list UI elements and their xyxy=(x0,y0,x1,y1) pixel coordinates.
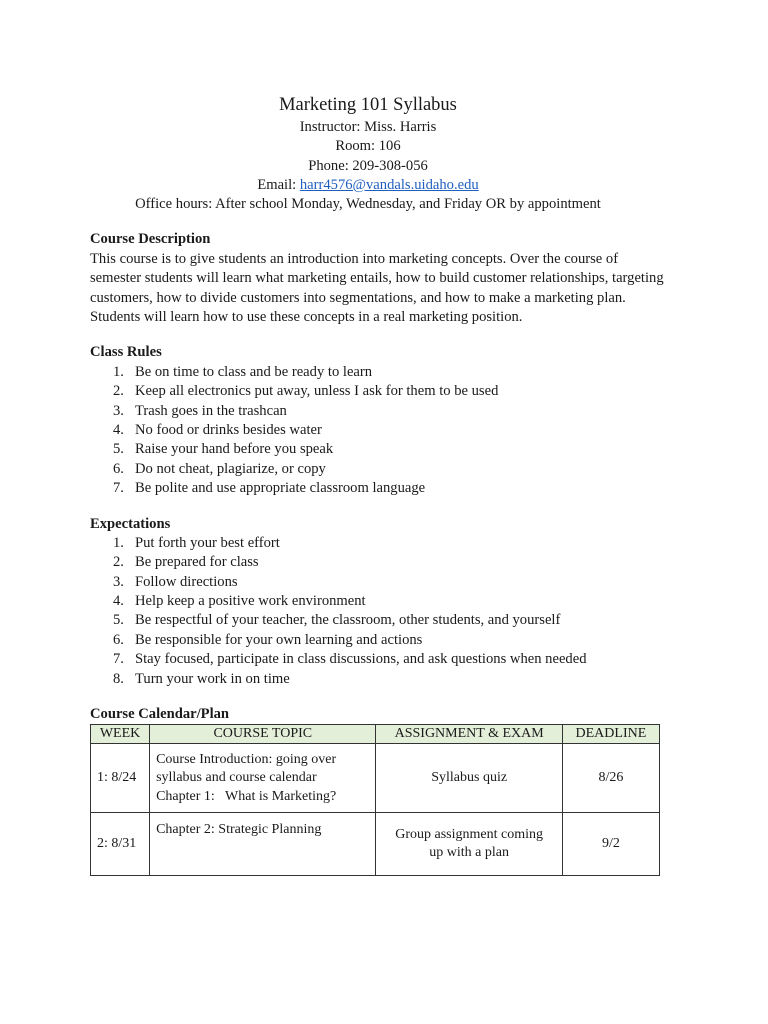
topic-cell: Chapter 2: Strategic Planning xyxy=(150,813,376,876)
course-description-heading: Course Description xyxy=(90,231,211,248)
list-item: 3. Follow directions xyxy=(113,573,238,590)
instructor-line: Instructor: Miss. Harris xyxy=(299,119,437,135)
class-rules-heading: Class Rules xyxy=(90,344,162,361)
list-item: 5. Be respectful of your teacher, the classroom, other students, and yourself xyxy=(113,612,561,629)
table-header-row xyxy=(91,725,660,744)
syllabus-page xyxy=(90,92,670,876)
email-line xyxy=(90,176,646,195)
column-header-deadline: DEADLINE xyxy=(562,725,659,744)
class-rules-section xyxy=(90,343,670,498)
syllabus-header xyxy=(90,92,646,214)
list-item: 1. Be on time to class and be ready to learn xyxy=(113,363,373,380)
list-item: 6. Do not cheat, plagiarize, or copy xyxy=(113,460,326,477)
week-cell: 2: 8/31 xyxy=(91,813,150,876)
deadline-cell: 9/2 xyxy=(562,813,659,876)
expectations-section xyxy=(90,515,670,690)
expectations-list xyxy=(90,534,670,689)
phone-line: Phone: 209-308-056 xyxy=(308,157,428,174)
column-header-topic: COURSE TOPIC xyxy=(150,725,376,744)
email-label: Email: xyxy=(257,176,300,193)
list-item: 5. Raise your hand before you speak xyxy=(113,441,334,458)
course-calendar-section xyxy=(90,705,670,876)
course-calendar-heading: Course Calendar/Plan xyxy=(90,706,230,723)
room-line: Room: 106 xyxy=(335,138,401,155)
assignment-cell: Group assignment coming up with a plan xyxy=(376,813,562,876)
table-row xyxy=(91,813,660,876)
course-description-text: This course is to give students an introduction into marketing concepts. Over the course of semester students will learn what marketing entails, how to build customer relationships, targeting customers, how to divide customers into segmentations, and how to make a marketing plan. Students will learn how to use these concepts in a real marketing position. xyxy=(90,250,664,325)
list-item: 3. Trash goes in the trashcan xyxy=(113,402,287,419)
list-item: 1. Put forth your best effort xyxy=(113,534,280,551)
email-link[interactable]: harr4576@vandals.uidaho.edu xyxy=(299,176,479,193)
list-item: 7. Stay focused, participate in class discussions, and ask questions when needed xyxy=(113,651,587,668)
assignment-cell: Syllabus quiz xyxy=(376,744,562,813)
list-item: 2. Keep all electronics put away, unless I ask for them to be used xyxy=(113,383,499,400)
list-item: 4. No food or drinks besides water xyxy=(113,421,322,438)
deadline-cell: 8/26 xyxy=(562,744,659,813)
list-item: 7. Be polite and use appropriate classroom language xyxy=(113,480,426,497)
office-hours-line: Office hours: After school Monday, Wednesday, and Friday OR by appointment xyxy=(135,196,601,213)
class-rules-list xyxy=(90,363,670,499)
expectations-heading: Expectations xyxy=(90,515,171,532)
course-calendar-table xyxy=(90,724,660,876)
table-row xyxy=(91,744,660,813)
week-cell: 1: 8/24 xyxy=(91,744,150,813)
topic-cell: Course Introduction: going over syllabus and course calendar Chapter 1: What is Marketing? xyxy=(150,744,376,813)
list-item: 4. Help keep a positive work environment xyxy=(113,593,366,610)
list-item: 8. Turn your work in on time xyxy=(113,670,290,687)
list-item: 6. Be responsible for your own learning and actions xyxy=(113,631,423,648)
course-description-section xyxy=(90,230,670,327)
list-item: 2. Be prepared for class xyxy=(113,554,259,571)
column-header-week: WEEK xyxy=(91,725,150,744)
column-header-assignment: ASSIGNMENT & EXAM xyxy=(376,725,562,744)
page-title: Marketing 101 Syllabus xyxy=(279,95,457,115)
